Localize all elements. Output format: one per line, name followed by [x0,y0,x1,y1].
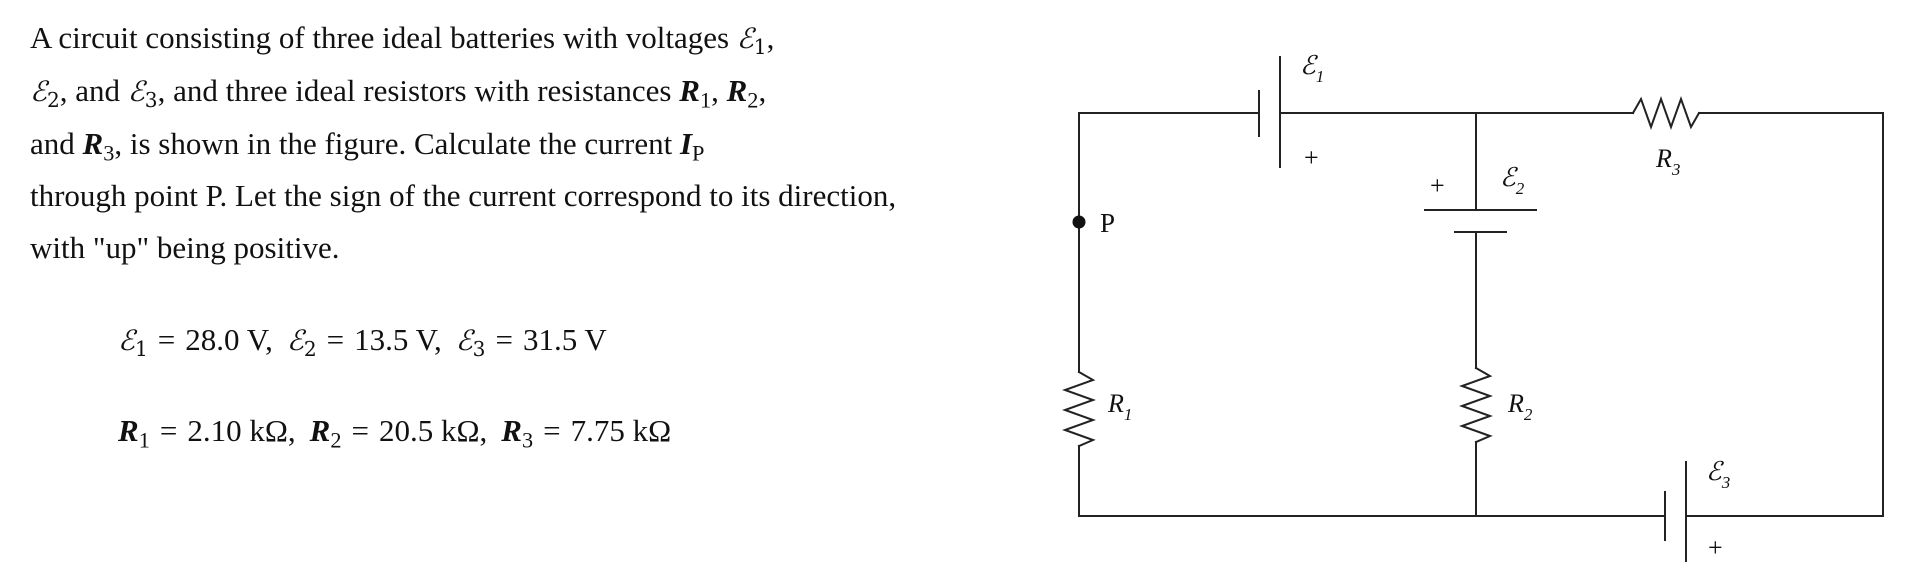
battery-e3-label: ℰ$_3$ [1706,457,1731,492]
resistor-r2-zigzag [1462,368,1490,442]
r-2-value: 20.5 kΩ [378,413,480,448]
r-1-symbol: $R_1$ [679,73,712,113]
r-2-label: $R_2$ [309,413,342,453]
problem-intro-text: A circuit consisting of three ideal batteries with voltages [30,20,737,55]
r-1-label: $R_1$ [118,413,150,453]
battery-e2-plus: + [1430,171,1445,200]
resistor-r2-label: $R_2$ [1508,389,1533,424]
point-p-dot [1073,216,1086,229]
voltage-values: ℰ$_1$ = 28.0 V, ℰ$_2$ = 13.5 V, ℰ$_3$ = 31.5 V [118,322,607,362]
emf-1-symbol: ℰ$_1$ [736,22,767,60]
r-1-value: 2.10 kΩ [187,413,288,448]
battery-e2-label: ℰ$_2$ [1500,163,1525,198]
emf-1-label: ℰ$_1$ [118,324,148,362]
emf-2-value: 13.5 V [354,322,434,357]
left-wire-bottom [1079,446,1476,516]
current-symbol: $I_P$ [679,126,705,166]
point-p-label: P [1100,208,1116,238]
r-2-symbol: $R_2$ [726,73,759,113]
emf-3-value: 31.5 V [522,322,607,357]
problem-statement: A circuit consisting of three ideal batteries with voltages ℰ$_1$, ℰ$_2$, and ℰ$_3$, and three ideal resistors with resistances $R_1$, $R_2$, and $R_3$, is shown in the figure. Calculate the current $I_P$ through point P. Let the sign of the current correspond to its direction, with "up" being positive. [30,20,897,265]
battery-e1-plus: + [1304,143,1319,172]
circuit-diagram [1020,0,1920,562]
battery-e3-plus: + [1708,533,1723,562]
emf-1-value: 28.0 V [185,322,266,357]
emf-3-label: ℰ$_3$ [455,324,486,362]
r-3-value: 7.75 kΩ [570,413,672,448]
resistance-values: $R_1 = 2.10$ kΩ, $R_2 = 20.5$ kΩ, $R_3 = 7.75$ kΩ [118,413,672,453]
emf-3-symbol: ℰ$_3$ [127,75,158,113]
problem-question-text: through point P. Let the sign of the current correspond to its direction, with "up" being positive. [30,178,897,265]
resistor-r3-label: $R_3$ [1656,144,1681,179]
resistor-r1-label: $R_1$ [1108,389,1133,424]
r-3-symbol: $R_3$ [82,126,115,166]
battery-e1-label: ℰ$_1$ [1300,51,1325,86]
top-wire-right [1699,113,1883,516]
resistor-r3-zigzag [1633,99,1699,127]
emf-2-label: ℰ$_2$ [286,324,317,362]
resistor-r1-zigzag [1065,372,1093,446]
emf-2-symbol: ℰ$_2$ [30,75,60,113]
r-3-label: $R_3$ [501,413,534,453]
